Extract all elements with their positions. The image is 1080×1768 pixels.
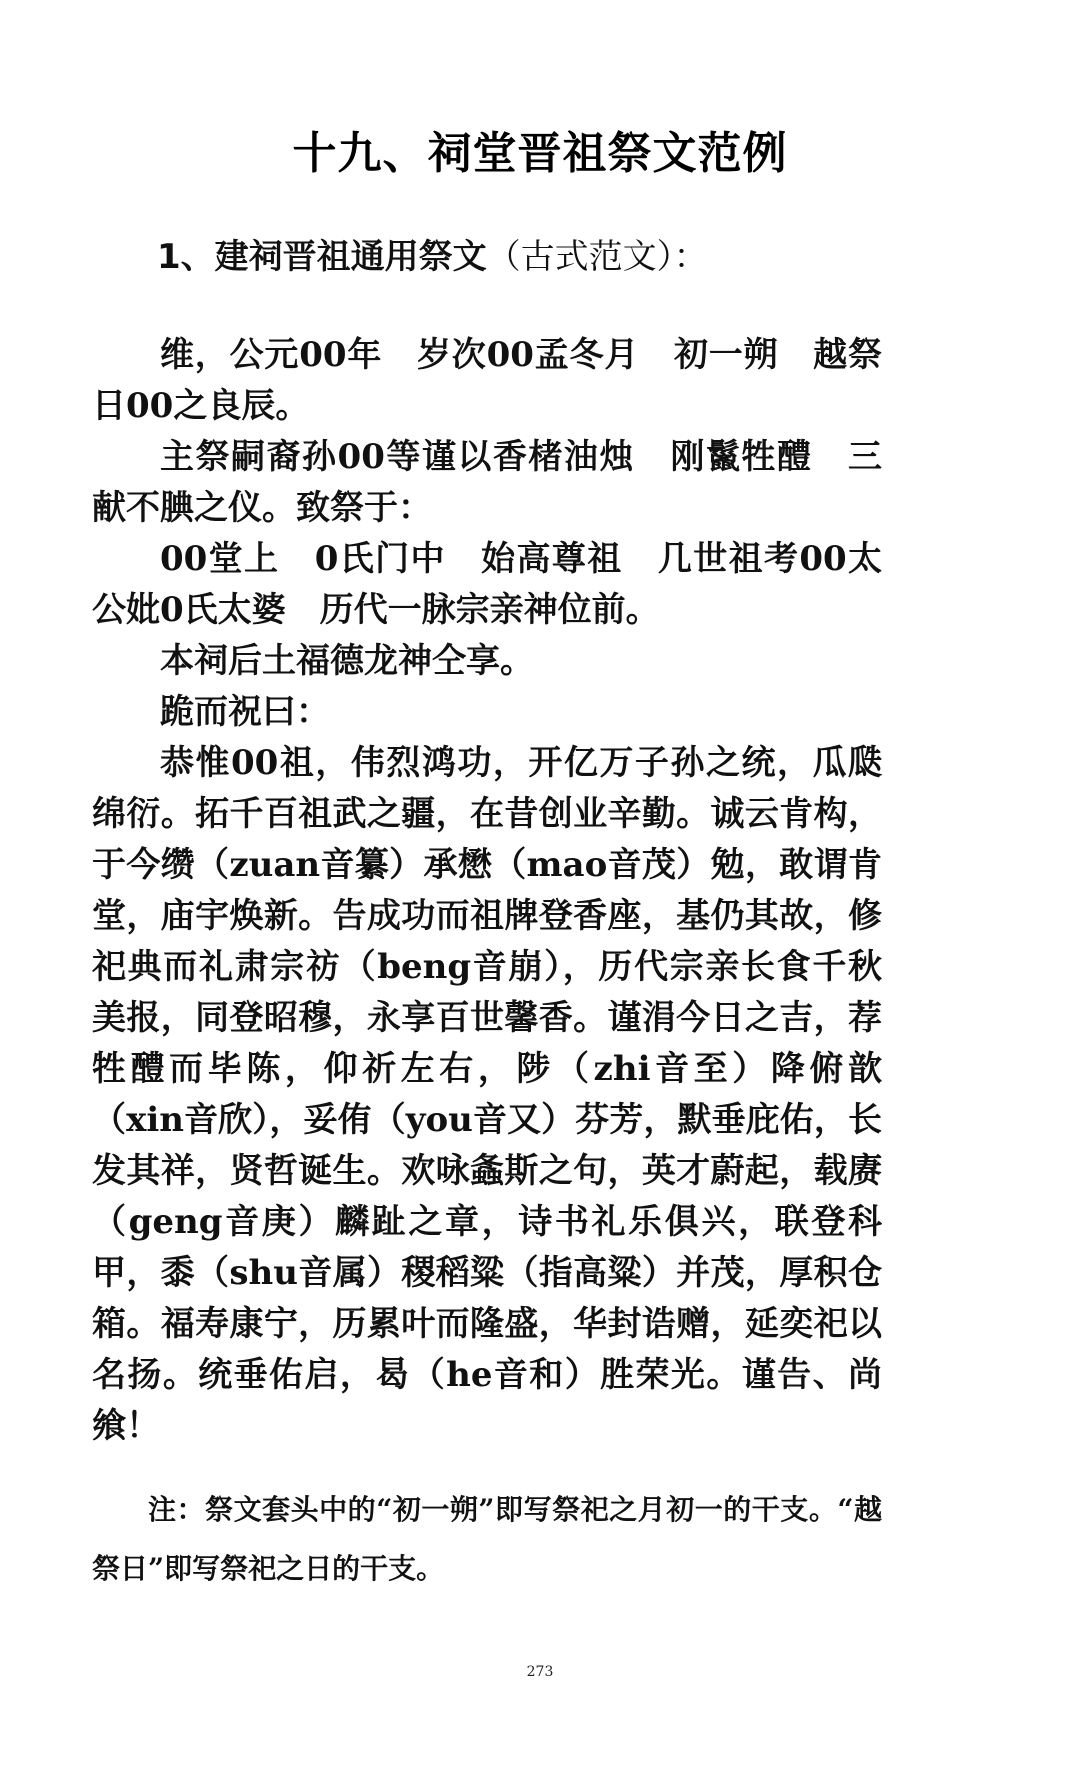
page-number: 273: [526, 1664, 554, 1680]
footnote: [92, 1480, 882, 1598]
paragraph-earth-god: 本祠后土福德龙神仝享。: [160, 641, 534, 681]
paragraph-offering: 主祭嗣裔孙00等谨以香楮油烛 刚鬣牲醴 三献不腆之仪。致祭于：: [92, 437, 882, 528]
chapter-title: 十九、祠堂晋祖祭文范例: [292, 128, 788, 179]
paragraph-kneel: 跪而祝曰：: [160, 692, 330, 732]
footnote-text: 注：祭文套头中的“初一朔”即写祭祀之月初一的干支。“越祭日”即写祭祀之日的干支。: [92, 1493, 882, 1585]
section-heading: [157, 232, 957, 282]
section-heading-subtitle: （古式范文）：: [486, 237, 708, 277]
paragraph-ancestors: 00堂上 0氏门中 始高尊祖 几世祖考00太公妣0氏太婆 历代一脉宗亲神位前。: [92, 539, 882, 630]
prayer-text: [92, 330, 882, 1452]
paragraph-main-prayer: 恭惟00祖，伟烈鸿功，开亿万子孙之统，瓜瓞绵衍。拓千百祖武之疆，在昔创业辛勤。诚云肯构，于今缵（zuan音纂）承懋（mao音茂）勉，敢谓肯堂，庙宇焕新。告成功而祖牌登香座，基仍其故，修祀典而礼肃宗祊（beng音崩），历代宗亲长食千秋美报，同登昭穆，永享百世馨香。谨涓今日之吉，荐牲醴而毕陈，仰祈左右，陟（zhi音至）降俯歆（xin音欣），妥侑（you音又）芬芳，默垂庇佑，长发其祥，贤哲诞生。欢咏螽斯之句，英才蔚起，载赓（geng音庚）麟趾之章，诗书礼乐俱兴，联登科甲，黍（shu音属）稷稻粱（指高粱）并茂，厚积仓箱。福寿康宁，历累叶而隆盛，华封诰赠，延奕祀以名扬。统垂佑启，曷（he音和）胜荣光。谨告、尚飨！: [92, 743, 882, 1446]
paragraph-opening: 维，公元00年 岁次00孟冬月 初一朔 越祭日00之良辰。: [92, 335, 882, 426]
section-heading-title: 1、建祠晋祖通用祭文: [157, 237, 487, 277]
